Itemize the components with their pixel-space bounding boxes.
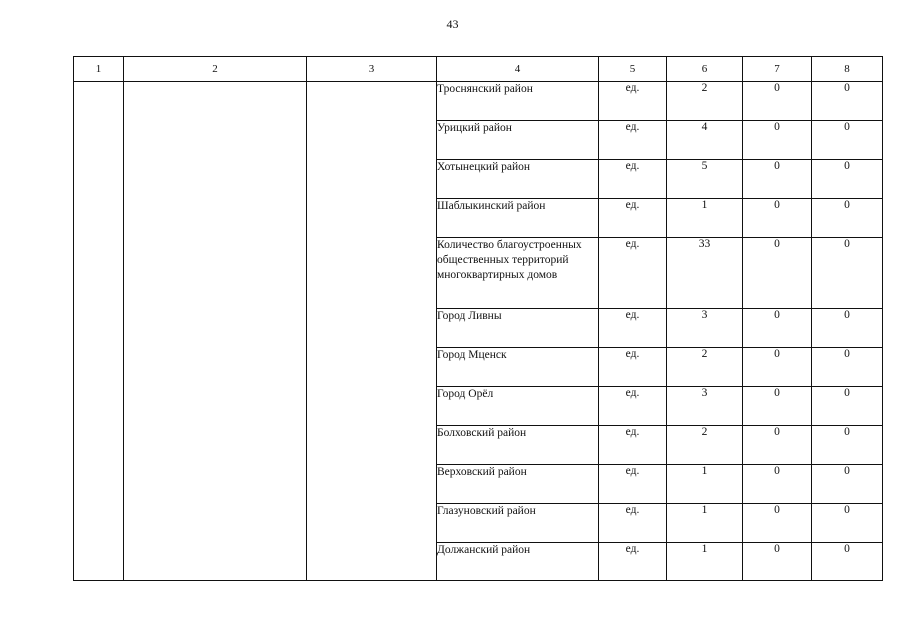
row-value-7: 0 — [743, 348, 812, 387]
row-value-7: 0 — [743, 82, 812, 121]
row-value-6: 5 — [667, 160, 743, 199]
row-name: Хотынецкий район — [437, 160, 599, 199]
empty-merged-cell — [74, 82, 124, 581]
row-value-8: 0 — [812, 543, 883, 581]
row-value-6: 1 — [667, 504, 743, 543]
row-unit: ед. — [599, 199, 667, 238]
column-header: 1 — [74, 57, 124, 82]
row-name: Глазуновский район — [437, 504, 599, 543]
row-value-6: 4 — [667, 121, 743, 160]
row-unit: ед. — [599, 160, 667, 199]
row-unit: ед. — [599, 121, 667, 160]
empty-merged-cell — [124, 82, 307, 581]
row-name: Город Орёл — [437, 387, 599, 426]
row-name: Город Мценск — [437, 348, 599, 387]
row-value-8: 0 — [812, 465, 883, 504]
row-name: Троснянский район — [437, 82, 599, 121]
row-value-6: 3 — [667, 309, 743, 348]
row-value-8: 0 — [812, 238, 883, 309]
row-value-6: 1 — [667, 199, 743, 238]
column-header: 8 — [812, 57, 883, 82]
row-unit: ед. — [599, 348, 667, 387]
row-name: Количество благоустроенных общественных территорий многоквартирных домов — [437, 238, 599, 309]
data-table — [73, 56, 883, 581]
column-header: 5 — [599, 57, 667, 82]
row-name: Болховский район — [437, 426, 599, 465]
row-name: Урицкий район — [437, 121, 599, 160]
row-value-7: 0 — [743, 238, 812, 309]
row-unit: ед. — [599, 309, 667, 348]
row-value-8: 0 — [812, 348, 883, 387]
row-value-8: 0 — [812, 121, 883, 160]
row-value-7: 0 — [743, 465, 812, 504]
row-unit: ед. — [599, 543, 667, 581]
row-name: Шаблыкинский район — [437, 199, 599, 238]
row-value-6: 2 — [667, 426, 743, 465]
row-value-6: 1 — [667, 465, 743, 504]
row-unit: ед. — [599, 504, 667, 543]
row-value-6: 2 — [667, 348, 743, 387]
row-value-8: 0 — [812, 426, 883, 465]
row-unit: ед. — [599, 238, 667, 309]
header-row — [74, 57, 883, 82]
column-header: 4 — [437, 57, 599, 82]
row-value-8: 0 — [812, 160, 883, 199]
row-value-8: 0 — [812, 504, 883, 543]
row-value-7: 0 — [743, 387, 812, 426]
row-unit: ед. — [599, 465, 667, 504]
row-value-7: 0 — [743, 160, 812, 199]
column-header: 6 — [667, 57, 743, 82]
table-row — [74, 82, 883, 121]
row-value-7: 0 — [743, 309, 812, 348]
row-value-7: 0 — [743, 426, 812, 465]
row-value-8: 0 — [812, 309, 883, 348]
row-value-8: 0 — [812, 387, 883, 426]
row-value-8: 0 — [812, 199, 883, 238]
row-value-7: 0 — [743, 504, 812, 543]
row-value-6: 2 — [667, 82, 743, 121]
row-value-6: 1 — [667, 543, 743, 581]
row-unit: ед. — [599, 426, 667, 465]
empty-merged-cell — [307, 82, 437, 581]
row-name: Город Ливны — [437, 309, 599, 348]
column-header: 7 — [743, 57, 812, 82]
column-header: 3 — [307, 57, 437, 82]
row-value-8: 0 — [812, 82, 883, 121]
row-value-7: 0 — [743, 199, 812, 238]
row-value-6: 33 — [667, 238, 743, 309]
page-number: 43 — [446, 17, 459, 31]
row-value-6: 3 — [667, 387, 743, 426]
row-unit: ед. — [599, 82, 667, 121]
row-value-7: 0 — [743, 543, 812, 581]
row-name: Верховский район — [437, 465, 599, 504]
row-name: Должанский район — [437, 543, 599, 581]
row-unit: ед. — [599, 387, 667, 426]
row-value-7: 0 — [743, 121, 812, 160]
column-header: 2 — [124, 57, 307, 82]
